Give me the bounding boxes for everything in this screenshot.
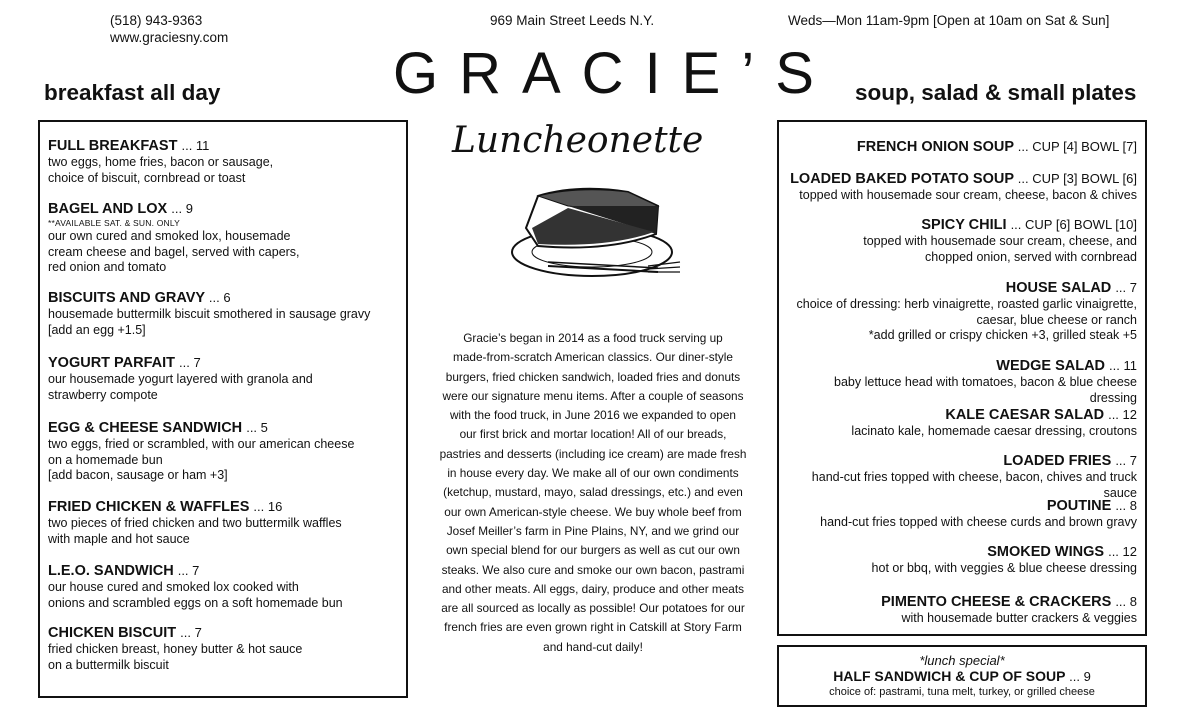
item-price: ... CUP [6] BOWL [10] bbox=[1010, 217, 1137, 232]
item-name: LOADED BAKED POTATO SOUP bbox=[790, 171, 1014, 187]
menu-item-pimento-cheese bbox=[779, 593, 1145, 627]
pie-illustration bbox=[508, 182, 683, 284]
menu-item-fried-chicken-waffles bbox=[40, 498, 406, 547]
lunch-special-tag: *lunch special* bbox=[919, 653, 1005, 668]
item-price: ... 9 bbox=[171, 201, 193, 216]
story-line: with the food truck, in June 2016 we expanded to open bbox=[450, 408, 736, 423]
item-name: KALE CAESAR SALAD bbox=[945, 407, 1105, 423]
breakfast-section-title: breakfast all day bbox=[44, 80, 221, 105]
item-price: ... 12 bbox=[1108, 544, 1137, 559]
item-price: ... 11 bbox=[1109, 358, 1137, 373]
item-desc: *add grilled or crispy chicken +3, grilled steak +5 bbox=[868, 328, 1137, 342]
item-desc: our housemade yogurt layered with granola and bbox=[48, 372, 313, 386]
item-desc: two eggs, fried or scrambled, with our american cheese bbox=[48, 437, 355, 451]
item-name: CHICKEN BISCUIT bbox=[48, 625, 177, 641]
story-paragraph bbox=[432, 329, 754, 657]
item-name: SMOKED WINGS bbox=[987, 544, 1105, 560]
item-desc: our own cured and smoked lox, housemade bbox=[48, 229, 291, 243]
item-desc: lacinato kale, homemade caesar dressing, croutons bbox=[851, 424, 1137, 438]
story-line: were our signature menu items. After a couple of seasons bbox=[442, 388, 744, 403]
story-line: and hand-cut daily! bbox=[543, 639, 643, 654]
phone-number[interactable]: (518) 943-9363 bbox=[110, 13, 203, 28]
item-price: ... 8 bbox=[1115, 498, 1137, 513]
story-line: in house every day. We make all of our own condiments bbox=[447, 466, 739, 481]
lunch-special-box bbox=[777, 645, 1147, 707]
hours: Weds—Mon 11am-9pm [Open at 10am on Sat & Sun] bbox=[788, 13, 1110, 28]
item-desc: housemade buttermilk biscuit smothered in sausage gravy bbox=[48, 307, 371, 321]
story-line: and other meats. All eggs, dairy, produce and other meats bbox=[441, 581, 745, 596]
item-name: EGG & CHEESE SANDWICH bbox=[48, 420, 243, 436]
brand-title: GRACIE’S bbox=[393, 41, 835, 106]
lunch-special-name: HALF SANDWICH & CUP OF SOUP bbox=[833, 668, 1066, 684]
menu-item-spicy-chili bbox=[779, 216, 1145, 265]
story-line: french fries are even grown right in Catskill at Story Farm bbox=[444, 620, 742, 635]
item-price: ... 12 bbox=[1108, 407, 1137, 422]
item-price: ... CUP [3] BOWL [6] bbox=[1017, 171, 1137, 186]
item-desc: [add bacon, sausage or ham +3] bbox=[48, 468, 228, 482]
item-desc: two eggs, home fries, bacon or sausage, bbox=[48, 155, 274, 169]
item-desc: hand-cut fries topped with cheese, bacon, chives and truck sauce bbox=[811, 470, 1137, 500]
soup-salad-menu-box bbox=[777, 120, 1147, 636]
story-line: our first brick and mortar location! All of our breads, bbox=[459, 427, 727, 442]
brand-subtitle: Luncheonette bbox=[452, 120, 704, 161]
item-desc: [add an egg +1.5] bbox=[48, 322, 146, 337]
item-price: ... 7 bbox=[180, 625, 202, 640]
item-name: WEDGE SALAD bbox=[996, 358, 1106, 374]
menu-item-yogurt-parfait bbox=[40, 354, 406, 403]
story-line: Josef Meiller’s farm in Pine Plains, NY, and we grind our bbox=[446, 523, 740, 538]
item-note: **AVAILABLE SAT. & SUN. ONLY bbox=[48, 218, 181, 228]
story-line: made-from-scratch American classics. Our diner-style bbox=[453, 350, 733, 365]
menu-item-chicken-biscuit bbox=[40, 624, 406, 673]
item-name: FULL BREAKFAST bbox=[48, 138, 178, 154]
item-price: ... 7 bbox=[179, 355, 201, 370]
item-price: ... 8 bbox=[1115, 594, 1137, 609]
story-line: burgers, fried chicken sandwich, loaded fries and donuts bbox=[445, 369, 741, 384]
item-name: L.E.O. SANDWICH bbox=[48, 563, 174, 579]
story-line: Gracie’s began in 2014 as a food truck serving up bbox=[463, 331, 723, 345]
item-desc: red onion and tomato bbox=[48, 260, 167, 274]
menu-item-house-salad bbox=[779, 279, 1145, 344]
menu-item-poutine bbox=[779, 497, 1145, 531]
item-desc: two pieces of fried chicken and two buttermilk waffles bbox=[48, 516, 342, 530]
story-line: own special blend for our burgers as well as cut our own bbox=[446, 543, 740, 558]
lunch-special-price: ... 9 bbox=[1069, 669, 1091, 684]
story-line: (ketchup, mustard, mayo, salad dressings, etc.) and even bbox=[443, 485, 743, 500]
soup-section-title: soup, salad & small plates bbox=[855, 80, 1137, 105]
menu-item-smoked-wings bbox=[779, 543, 1145, 577]
item-name: FRENCH ONION SOUP bbox=[856, 139, 1014, 155]
story-line: steaks. We also cure and smoke our own bacon, pastrami bbox=[441, 562, 745, 577]
website-link[interactable]: www.graciesny.com bbox=[110, 30, 229, 45]
menu-item-loaded-baked-potato-soup bbox=[779, 170, 1145, 204]
menu-item-biscuits-and-gravy bbox=[40, 289, 406, 338]
item-price: ... 7 bbox=[177, 563, 200, 578]
item-name: BAGEL AND LOX bbox=[48, 201, 168, 217]
item-desc: on a buttermilk biscuit bbox=[48, 657, 169, 672]
menu-item-full-breakfast bbox=[40, 137, 406, 186]
item-name: YOGURT PARFAIT bbox=[48, 355, 176, 371]
item-price: ... 7 bbox=[1115, 453, 1137, 468]
story-line: our own American-style cheese. We buy whole beef from bbox=[444, 504, 742, 519]
contact-block bbox=[110, 12, 228, 46]
item-desc: caesar, blue cheese or ranch bbox=[976, 312, 1137, 327]
item-desc: cream cheese and bagel, served with capers, bbox=[48, 244, 300, 259]
menu-item-kale-caesar-salad bbox=[779, 406, 1145, 440]
item-name: HOUSE SALAD bbox=[1005, 280, 1112, 296]
menu-item-loaded-fries bbox=[779, 452, 1145, 501]
item-desc: hand-cut fries topped with cheese curds and brown gravy bbox=[820, 515, 1137, 529]
item-desc: chopped onion, served with cornbread bbox=[925, 249, 1137, 264]
item-name: LOADED FRIES bbox=[1003, 453, 1112, 469]
story-line: are all sourced as locally as possible! Our potatoes for our bbox=[441, 601, 745, 616]
item-desc: topped with housemade sour cream, cheese, and bbox=[863, 234, 1137, 248]
item-desc: choice of dressing: herb vinaigrette, roasted garlic vinaigrette, bbox=[796, 297, 1137, 311]
item-desc: baby lettuce head with tomatoes, bacon & blue cheese dressing bbox=[834, 375, 1137, 405]
item-desc: with housemade butter crackers & veggies bbox=[901, 611, 1137, 625]
item-name: SPICY CHILI bbox=[921, 217, 1007, 233]
item-desc: with maple and hot sauce bbox=[48, 531, 190, 546]
item-desc: hot or bbq, with veggies & blue cheese dressing bbox=[871, 561, 1137, 575]
item-desc: choice of biscuit, cornbread or toast bbox=[48, 170, 246, 185]
story-line: pastries and desserts (including ice cream) are made fresh bbox=[439, 446, 747, 461]
item-desc: onions and scrambled eggs on a soft homemade bun bbox=[48, 595, 343, 610]
lunch-special-desc: choice of: pastrami, tuna melt, turkey, or grilled cheese bbox=[829, 686, 1095, 698]
item-desc: strawberry compote bbox=[48, 387, 158, 402]
menu-item-leo-sandwich bbox=[40, 562, 406, 611]
menu-item-bagel-and-lox bbox=[40, 200, 406, 276]
item-price: ... 5 bbox=[246, 420, 268, 435]
item-desc: our house cured and smoked lox cooked with bbox=[48, 580, 299, 594]
item-desc: fried chicken breast, honey butter & hot sauce bbox=[48, 642, 303, 656]
item-name: BISCUITS AND GRAVY bbox=[48, 290, 205, 306]
item-price: ... CUP [4] BOWL [7] bbox=[1017, 139, 1137, 154]
item-name: POUTINE bbox=[1046, 498, 1112, 514]
item-name: FRIED CHICKEN & WAFFLES bbox=[48, 499, 250, 515]
item-desc: topped with housemade sour cream, cheese, bacon & chives bbox=[799, 188, 1137, 202]
item-price: ... 7 bbox=[1115, 280, 1137, 295]
menu-item-egg-cheese-sandwich bbox=[40, 419, 406, 484]
address: 969 Main Street Leeds N.Y. bbox=[490, 13, 655, 28]
item-price: ... 16 bbox=[253, 499, 283, 514]
item-price: ... 11 bbox=[181, 138, 210, 153]
item-name: PIMENTO CHEESE & CRACKERS bbox=[881, 594, 1112, 610]
item-price: ... 6 bbox=[208, 290, 231, 305]
item-desc: on a homemade bun bbox=[48, 452, 163, 467]
menu-item-french-onion-soup bbox=[779, 138, 1145, 156]
breakfast-menu-box bbox=[38, 120, 408, 698]
menu-item-wedge-salad bbox=[779, 357, 1145, 406]
